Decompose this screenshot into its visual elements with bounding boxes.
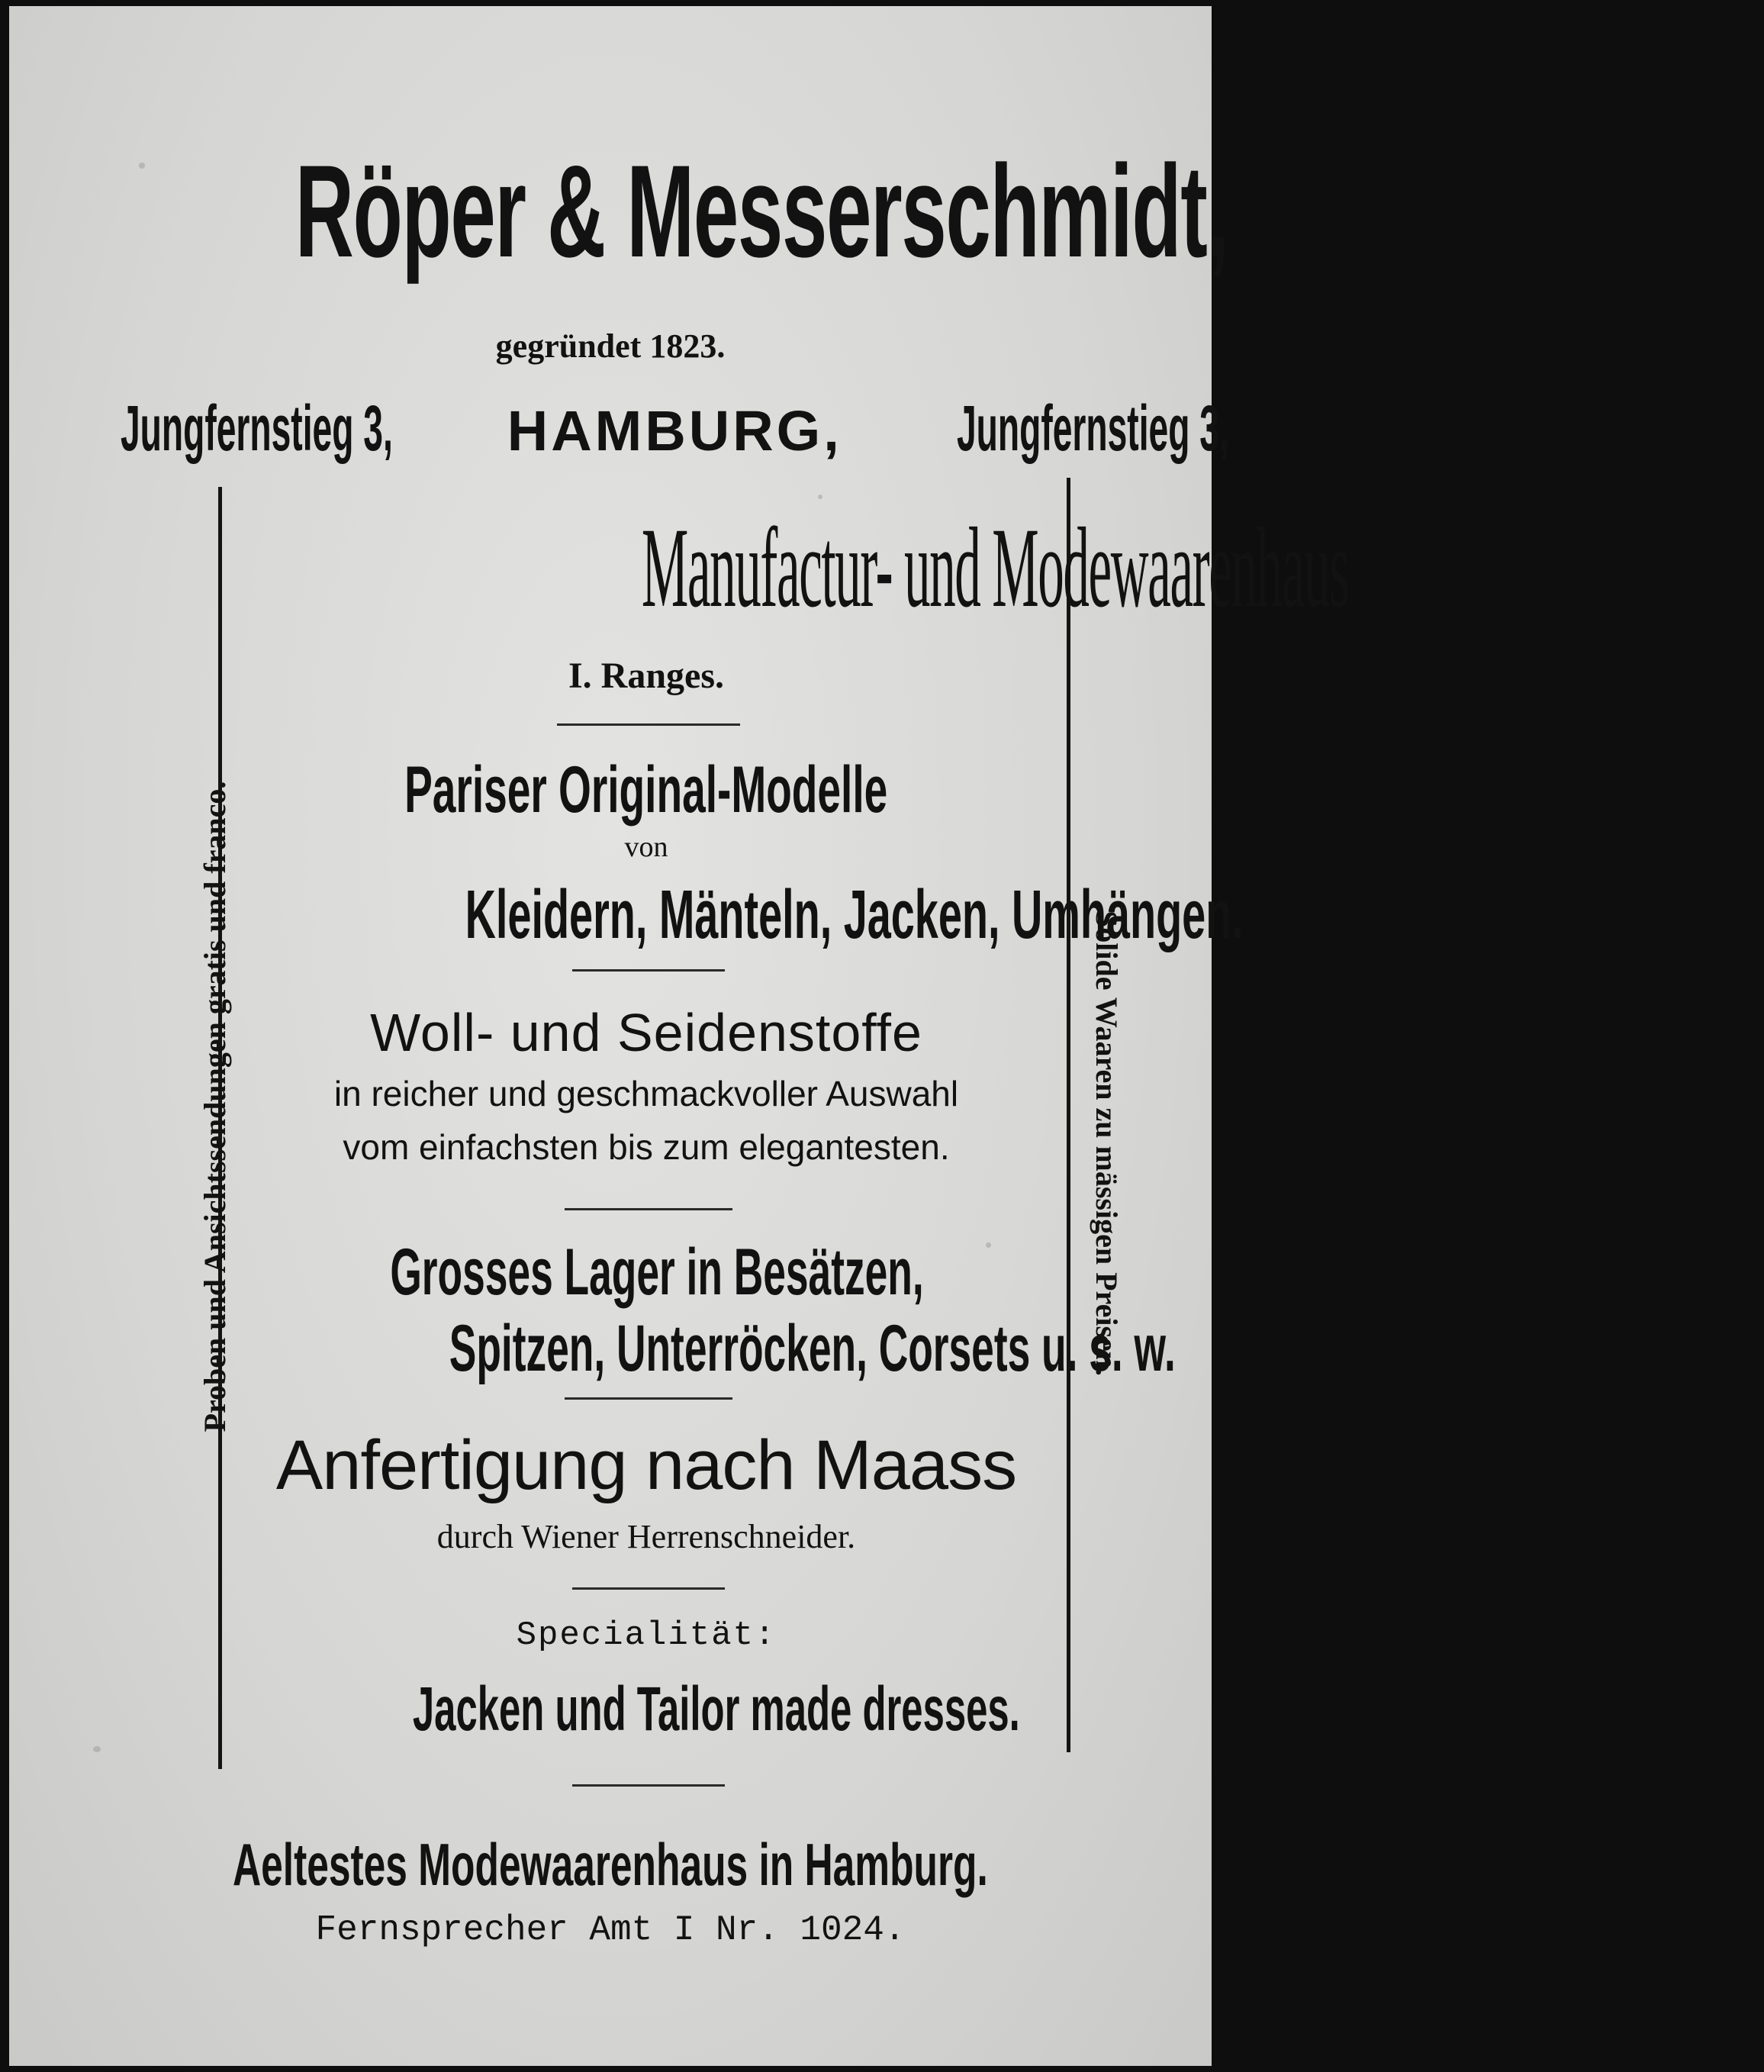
paper-speck: [818, 495, 822, 499]
divider: [565, 1208, 732, 1210]
rank-line: I. Ranges.: [568, 656, 725, 696]
house-heading: Manufactur- und Modewaarenhaus: [641, 504, 1349, 631]
divider: [572, 1587, 725, 1590]
side-text-right: Solide Waaren zu mässigen Preisen.: [1090, 910, 1124, 1377]
stoffe-description-1: in reicher und geschmackvoller Auswahl: [333, 1074, 959, 1113]
specialitaet-label: Specialität:: [516, 1616, 777, 1655]
footer-phone: Fernsprecher Amt I Nr. 1024.: [315, 1910, 906, 1950]
paper-speck: [986, 1242, 991, 1248]
founded-line: gegründet 1823.: [495, 327, 726, 365]
wiener-line: durch Wiener Herrenschneider.: [436, 1518, 856, 1555]
stoffe-heading: Woll- und Seidenstoffe: [370, 1003, 922, 1062]
footer-slogan: Aeltestes Modewaarenhaus in Hamburg.: [233, 1831, 988, 1898]
address-right: Jungfernstieg 3,: [956, 392, 1229, 464]
jacken-line: Jacken und Tailor made dresses.: [412, 1674, 1020, 1744]
lager-line-1: Grosses Lager in Besätzen,: [390, 1236, 924, 1309]
divider: [572, 1784, 725, 1787]
garments-line: Kleidern, Mänteln, Jacken, Umhängen.: [465, 877, 1244, 953]
von-line: von: [624, 831, 668, 863]
address-row: [9, 392, 1229, 475]
divider: [565, 1397, 732, 1400]
paper-speck: [93, 1746, 101, 1752]
advertisement-page: [9, 6, 1349, 2066]
divider: [572, 969, 725, 972]
firm-name: Röper & Messerschmidt,: [295, 138, 1228, 285]
lager-line-2: Spitzen, Unterröcken, Corsets u. s. w.: [449, 1312, 1176, 1385]
frame-line-right: [1067, 478, 1070, 1752]
side-text-left: Proben und Ansichtssendungen gratis und franco.: [198, 781, 232, 1432]
pariser-heading: Pariser Original-Modelle: [404, 753, 888, 827]
stoffe-description-2: vom einfachsten bis zum elegantesten.: [343, 1127, 950, 1167]
divider: [557, 723, 740, 726]
address-left: Jungfernstieg 3,: [120, 392, 393, 464]
anfertigung-heading: Anfertigung nach Maass: [275, 1426, 1017, 1504]
address-city: HAMBURG,: [507, 399, 842, 462]
paper-speck: [139, 163, 145, 169]
